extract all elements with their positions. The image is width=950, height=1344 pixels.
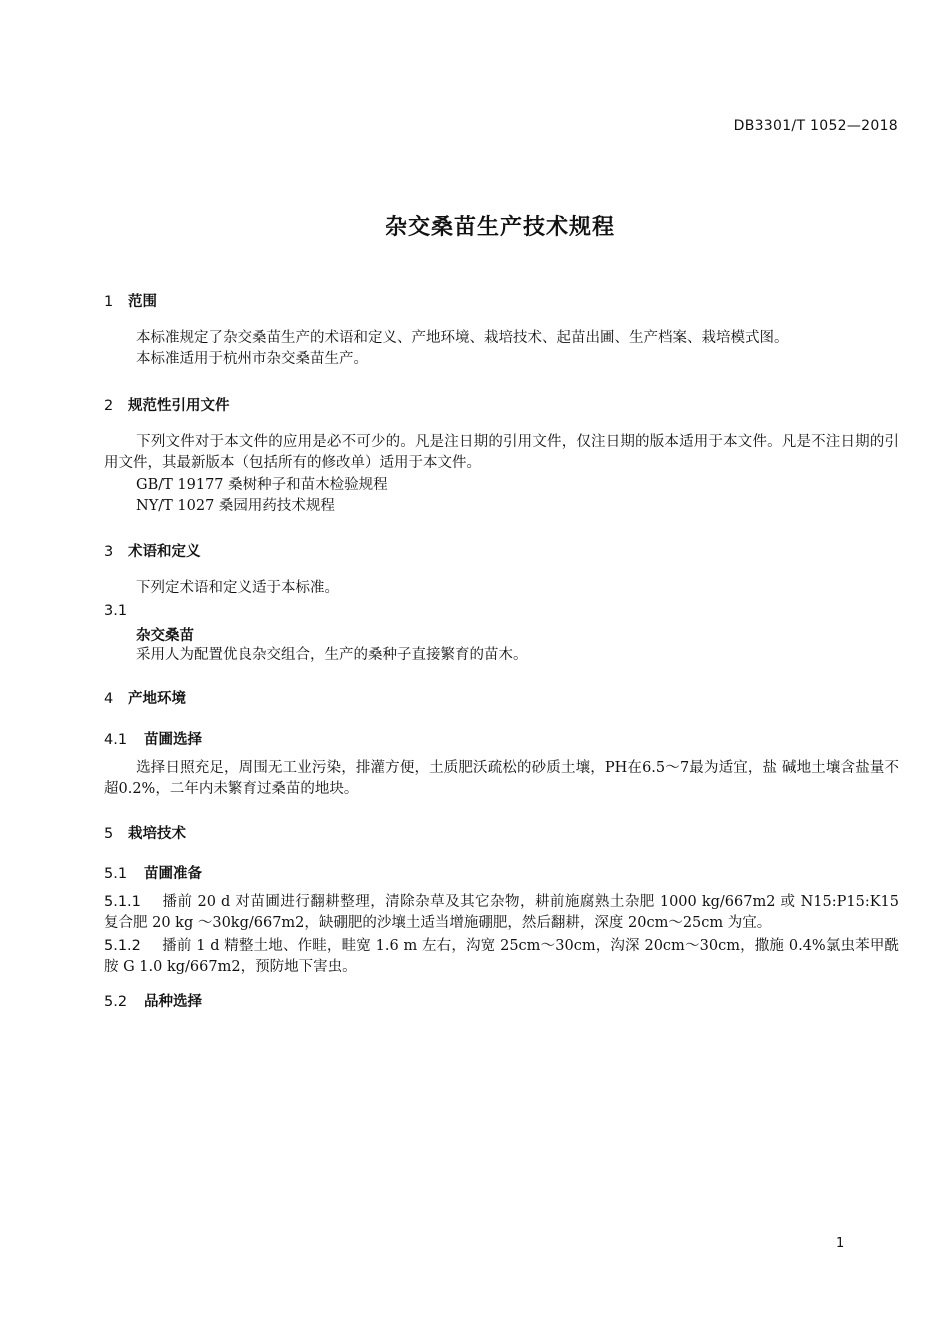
- subsection-4-1-heading: [104, 728, 202, 749]
- clause-text: 播前 20 d 对苗圃进行翻耕整理，清除杂草及其它杂物，耕前施腐熟土杂肥 1000 kg/667m2 或 N15:P15:K15 复合肥 20 kg ～30kg/667m2，缺硼肥的沙壤土适当增施硼肥，然后翻耕，深度 20cm～25cm 为宜。: [104, 894, 899, 931]
- section-2-paragraph-1: [104, 432, 899, 474]
- section-number: 2: [104, 398, 114, 414]
- normative-reference-2: NY/T 1027 桑园用药技术规程: [136, 498, 335, 514]
- term-definition: 采用人为配置优良杂交组合，生产的桑种子直接繁育的苗木。: [136, 647, 528, 663]
- clause-5-1-1: [104, 892, 899, 934]
- subsection-number: 4.1: [104, 732, 128, 748]
- section-title: 范围: [128, 294, 157, 310]
- subsection-title: 苗圃准备: [144, 866, 202, 882]
- section-2-heading: [104, 394, 230, 415]
- section-4-heading: [104, 687, 186, 708]
- subsection-number: 5.1: [104, 866, 128, 882]
- section-title: 产地环境: [128, 691, 186, 707]
- page-number: 1: [836, 1236, 845, 1251]
- subsection-5-2-heading: [104, 990, 202, 1011]
- section-3-heading: [104, 540, 201, 561]
- subsection-title: 苗圃选择: [144, 732, 202, 748]
- document-code: DB3301/T 1052—2018: [733, 118, 898, 134]
- paragraph-text: 下列文件对于本文件的应用是必不可少的。凡是注日期的引用文件，仅注日期的版本适用于本文件。凡是不注日期的引用文件，其最新版本（包括所有的修改单）适用于本文件。: [104, 434, 899, 471]
- clause-text: 播前 1 d 精整土地、作畦，畦宽 1.6 m 左右，沟宽 25cm～30cm，沟深 20cm～30cm，撒施 0.4%氯虫苯甲酰胺 G 1.0 kg/667m2，预防地下害虫。: [104, 938, 899, 975]
- section-3-paragraph-1: 下列定术语和定义适于本标准。: [136, 580, 339, 596]
- section-number: 5: [104, 826, 114, 842]
- subsection-5-1-heading: [104, 862, 202, 883]
- section-5-heading: [104, 822, 186, 843]
- section-title: 规范性引用文件: [128, 398, 230, 414]
- term-name: 杂交桑苗: [136, 628, 194, 644]
- clause-5-1-2: [104, 936, 899, 978]
- section-number: 1: [104, 294, 114, 310]
- section-number: 3: [104, 544, 114, 560]
- subsection-title: 品种选择: [144, 994, 202, 1010]
- subsection-number: 5.2: [104, 994, 128, 1010]
- section-4-1-paragraph: [104, 758, 899, 800]
- clause-number: 5.1.1: [104, 894, 141, 910]
- section-1-heading: [104, 290, 157, 311]
- section-1-paragraph-2: 本标准适用于杭州市杂交桑苗生产。: [136, 351, 368, 367]
- subsection-3-1-number: 3.1: [104, 603, 128, 619]
- normative-reference-1: GB/T 19177 桑树种子和苗木检验规程: [136, 477, 388, 493]
- paragraph-text: 选择日照充足，周围无工业污染，排灌方便，土质肥沃疏松的砂质土壤，PH在6.5～7最为适宜，盐 碱地土壤含盐量不超0.2%，二年内未繁育过桑苗的地块。: [104, 760, 899, 797]
- section-title: 术语和定义: [128, 544, 201, 560]
- page-title: 杂交桑苗生产技术规程: [384, 215, 615, 240]
- clause-number: 5.1.2: [104, 938, 141, 954]
- section-number: 4: [104, 691, 114, 707]
- section-title: 栽培技术: [128, 826, 186, 842]
- section-1-paragraph-1: 本标准规定了杂交桑苗生产的术语和定义、产地环境、栽培技术、起苗出圃、生产档案、栽培模式图。: [136, 330, 789, 346]
